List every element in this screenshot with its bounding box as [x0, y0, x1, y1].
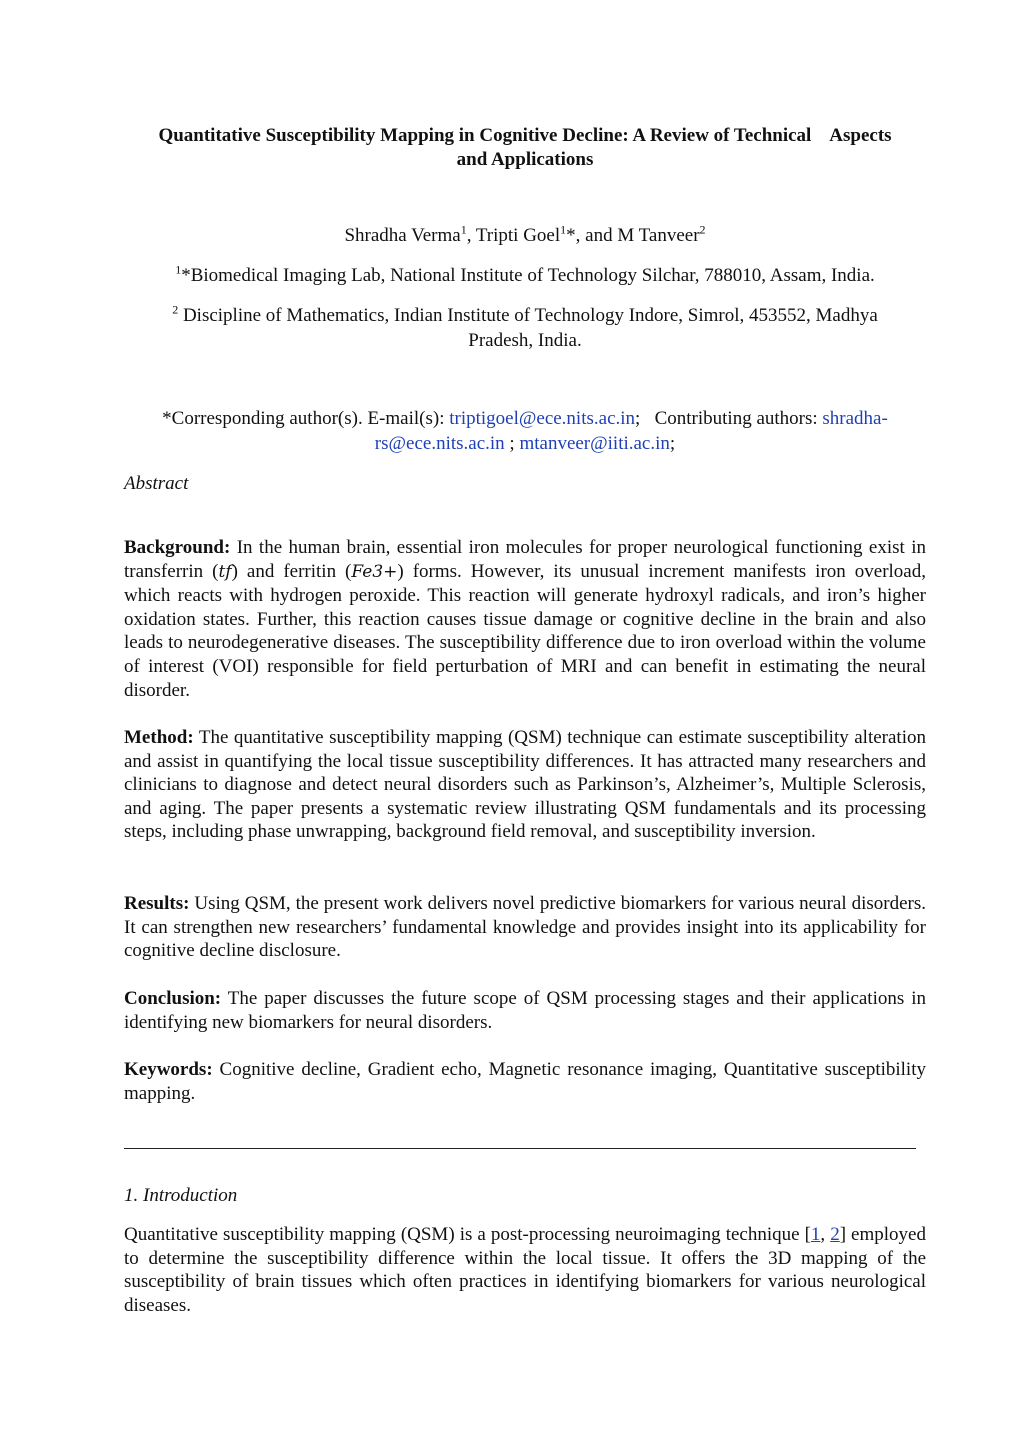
correspondence	[124, 406, 926, 456]
results-text: Using QSM, the present work delivers novel predictive biomarkers for various neural disorders. It can strengthen new researchers’ fundamental knowledge and provides insight into its applicability for cognitive decline disclosure.	[124, 893, 926, 962]
title-line-1: Quantitative Susceptibility Mapping in Cognitive Decline: A Review of Technical Aspects	[158, 125, 892, 146]
correspondence-sep: ;	[504, 433, 520, 454]
intro-text-1: Quantitative susceptibility mapping (QSM) is a post-processing neuroimaging technique [	[124, 1224, 811, 1245]
email-link-3[interactable]: mtanveer@iiti.ac.in	[519, 433, 670, 454]
affiliation-1-number: 1	[175, 262, 182, 277]
method-text: The quantitative susceptibility mapping (QSM) technique can estimate susceptibility alteration and assist in quantifying the local tissue susceptibility differences. It has attracted many researchers and clinicians to diagnose and detect neural disorders such as Parkinson’s, Alzheimer’s, Multiple Sclerosis, and aging. The paper presents a systematic review illustrating QSM fundamentals and its processing steps, including phase unwrapping, background field removal, and susceptibility inversion.	[124, 727, 926, 843]
author-1-affil: 1	[460, 222, 467, 237]
keywords-text: Cognitive decline, Gradient echo, Magnetic resonance imaging, Quantitative susceptibility mapping.	[124, 1059, 926, 1104]
section-divider	[124, 1148, 916, 1149]
intro-text-2: ] employed to determine the susceptibility difference within the local tissue. It offers the 3D mapping of the susceptibility of brain tissues which often practices in identifying biomarkers for various neurological diseases.	[124, 1224, 926, 1316]
author-3-affil: 2	[699, 222, 706, 237]
introduction-paragraph	[124, 1223, 926, 1317]
email-link-1[interactable]: triptigoel@ece.nits.ac.in	[449, 408, 636, 429]
background-label: Background:	[124, 537, 231, 558]
author-2-affil: 1	[560, 222, 567, 237]
affiliation-1	[124, 263, 926, 288]
conclusion-label: Conclusion:	[124, 988, 222, 1009]
correspondence-end: ;	[669, 433, 676, 454]
background-text-2: ) and ferritin (	[231, 560, 352, 582]
introduction-heading: 1. Introduction	[124, 1185, 238, 1206]
affiliation-2-line-2: Pradesh, India.	[468, 330, 582, 351]
author-1: Shradha Verma	[344, 225, 461, 246]
results-label: Results:	[124, 893, 190, 914]
conclusion-text: The paper discusses the future scope of QSM processing stages and their applications in identifying new biomarkers for neural disorders.	[124, 988, 926, 1033]
keywords-label: Keywords:	[124, 1059, 213, 1080]
background-math-tf: tf	[218, 561, 232, 582]
affiliation-2	[124, 303, 926, 353]
background-text-1: In the human brain, essential iron molecules for proper neurological functioning exist in transferrin (	[124, 537, 926, 582]
citation-link-1[interactable]: 1	[810, 1224, 821, 1245]
affiliation-1-text: *Biomedical Imaging Lab, National Institute of Technology Silchar, 788010, Assam, India.	[181, 265, 875, 286]
author-list	[124, 224, 926, 248]
affiliation-2-number: 2	[172, 302, 179, 317]
affiliation-2-line-1: Discipline of Mathematics, Indian Institute of Technology Indore, Simrol, 453552, Madhya	[178, 305, 878, 326]
email-link-2-part-1[interactable]: shradha-	[822, 408, 888, 429]
citation-link-2[interactable]: 2	[830, 1224, 840, 1245]
background-text-3: ) forms. However, its unusual increment manifests iron overload, which reacts with hydrogen peroxide. This reaction will generate hydroxyl radicals, and iron’s higher oxidation states. Further, this reaction causes tissue damage or cognitive decline in the brain and also leads to neurodegenerative diseases. The susceptibility difference due to iron overload within the volume of interest (VOI) responsible for field perturbation of MRI and can benefit in estimating the neural disorder.	[124, 560, 926, 701]
correspondence-prefix: *Corresponding author(s). E-mail(s):	[162, 408, 450, 429]
title-line-2: and Applications	[456, 149, 594, 170]
method-label: Method:	[124, 727, 194, 748]
abstract-results	[124, 892, 926, 963]
author-2: , Tripti Goel	[466, 225, 561, 246]
author-3: *, and M Tanveer	[566, 225, 700, 246]
intro-ref-sep: ,	[820, 1224, 831, 1245]
abstract-heading: Abstract	[124, 473, 189, 494]
abstract-background	[124, 536, 926, 702]
email-link-2-part-2[interactable]: rs@ece.nits.ac.in	[374, 433, 505, 454]
correspondence-mid: ; Contributing authors:	[635, 408, 823, 429]
abstract-method	[124, 726, 926, 844]
keywords	[124, 1058, 926, 1105]
background-math-fe3: Fe3+	[351, 561, 398, 582]
paper-title	[124, 124, 926, 172]
abstract-conclusion	[124, 987, 926, 1034]
